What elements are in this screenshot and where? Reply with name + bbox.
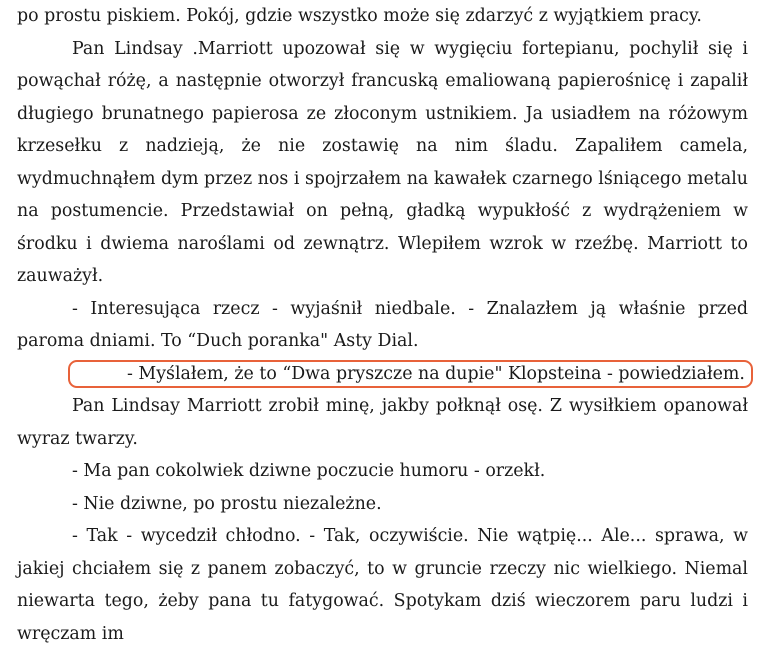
highlighted-sentence: - Myślałem, że to “Dwa pryszcze na dupie" Klopsteina - powiedziałem. <box>68 360 753 388</box>
paragraph-1: po prostu piskiem. Pokój, gdzie wszystko może się zdarzyć z wyjątkiem pracy. <box>17 6 702 26</box>
paragraph-6: - Ma pan cokolwiek dziwne poczucie humoru - orzekł. <box>72 461 546 481</box>
paragraph-8: - Tak - wycedził chłodno. - Tak, oczywiście. Nie wątpię... Ale... sprawa, w jakiej chciałem się z panem zobaczyć, to w gruncie rzeczy nic wielkiego. Niemal niewarta tego, żeby pana tu fatygować. Spotykam dziś wieczorem paru ludzi i wręczam im <box>17 526 748 644</box>
document-page <box>17 0 748 650</box>
paragraph-2: Pan Lindsay .Marriott upozował się w wygięciu fortepianu, pochylił się i powąchał różę, a następnie otworzył francuską emaliowaną papierośnicę i zapalił długiego brunatnego papierosa ze złoconym ustnikiem. Ja usiadłem na różowym krzesełku z nadzieją, że nie zostawię na nim śladu. Zapaliłem camela, wydmuchnąłem dym przez nos i spojrzałem na kawałek czarnego lśniącego metalu na postumencie. Przedstawiał on pełną, gładką wypukłość z wydrążeniem w środku i dwiema naroślami od zewnątrz. Wlepiłem wzrok w rzeźbę. Marriott to zauważył. <box>17 38 748 286</box>
paragraph-4-highlighted <box>17 358 748 391</box>
paragraph-3: - Interesująca rzecz - wyjaśnił niedbale. - Znalazłem ją właśnie przed paroma dniami. To “Duch poranka" Asty Dial. <box>17 298 748 351</box>
paragraph-5: Pan Lindsay Marriott zrobił minę, jakby połknął osę. Z wysiłkiem opanował wyraz twarzy. <box>17 396 748 449</box>
paragraph-7: - Nie dziwne, po prostu niezależne. <box>72 493 382 514</box>
